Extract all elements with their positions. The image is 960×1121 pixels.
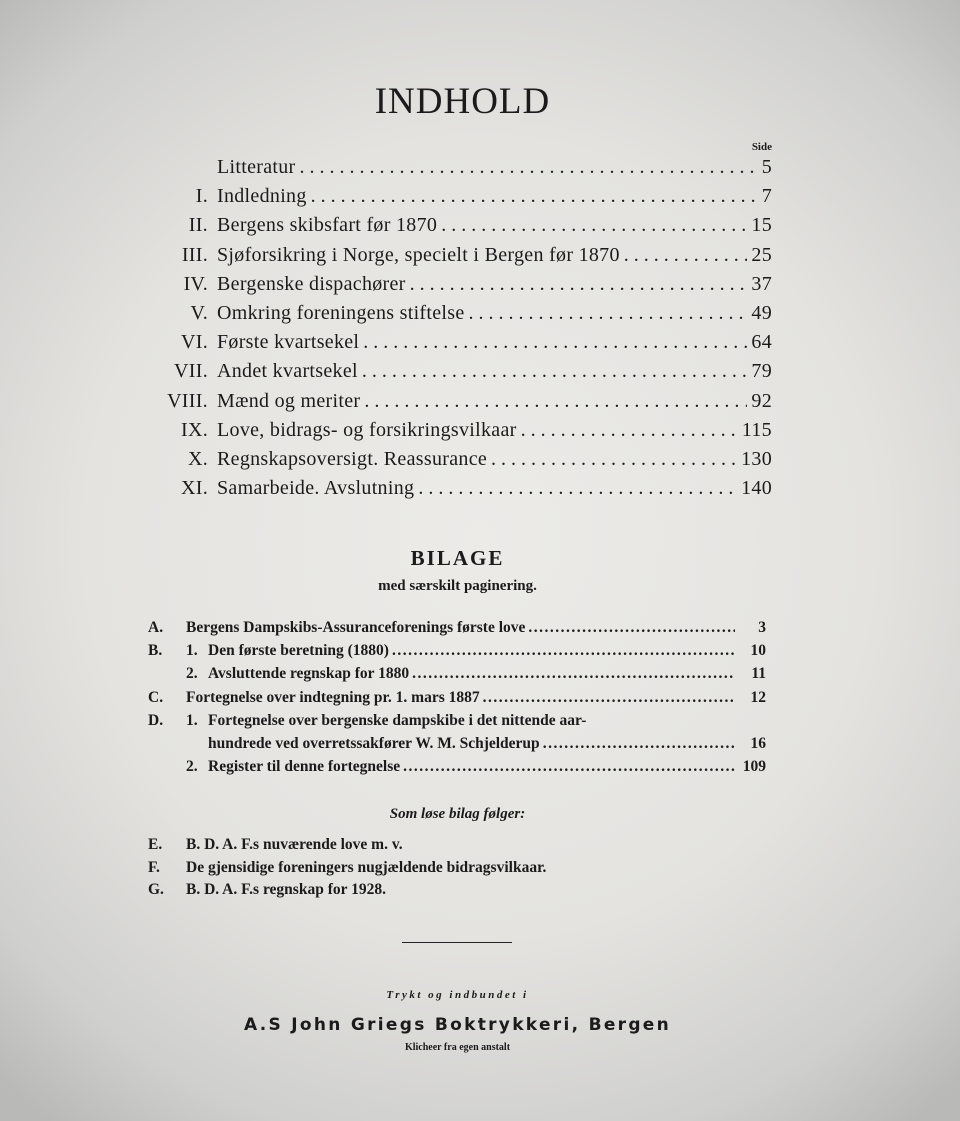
chapter-number: III. bbox=[181, 243, 208, 266]
appendix-title: Den første beretning (1880) bbox=[208, 642, 389, 660]
leader-dots bbox=[483, 689, 735, 707]
page-number: 109 bbox=[742, 758, 766, 776]
toc-entry bbox=[150, 360, 772, 389]
appendix-letter: B. bbox=[148, 642, 163, 660]
toc-entry bbox=[150, 302, 772, 331]
appendix-subnumber: 1. bbox=[186, 711, 198, 729]
appendix-letter: A. bbox=[148, 619, 164, 636]
chapter-number: IX. bbox=[180, 418, 208, 441]
toc-entry bbox=[150, 273, 772, 302]
chapter-title: Sjøforsikring i Norge, specielt i Bergen før 1870 bbox=[217, 243, 620, 266]
appendix-entry bbox=[148, 689, 766, 712]
page-number: 79 bbox=[751, 360, 772, 383]
appendix-entry bbox=[148, 619, 766, 642]
leader-dots bbox=[624, 244, 748, 267]
chapter-title: Bergens skibsfart før 1870 bbox=[217, 214, 438, 237]
chapter-number: VIII. bbox=[167, 389, 208, 412]
appendix-title: De gjensidige foreningers nugjældende bidragsvilkaar. bbox=[186, 858, 547, 876]
toc-entry bbox=[150, 244, 772, 273]
loose-appendix-entry bbox=[148, 836, 546, 859]
chapter-number: IV. bbox=[183, 272, 208, 295]
page-number: 49 bbox=[751, 301, 772, 324]
page-number: 10 bbox=[750, 642, 766, 660]
page-number: 3 bbox=[758, 619, 766, 636]
appendix-list bbox=[148, 619, 766, 781]
loose-appendix-entry bbox=[148, 859, 546, 882]
chapter-title: Samarbeide. Avslutning bbox=[217, 477, 415, 500]
toc-entry bbox=[150, 390, 772, 419]
appendix-subnumber: 2. bbox=[186, 665, 198, 683]
appendix-title: Register til denne fortegnelse bbox=[208, 758, 401, 776]
chapter-title: Andet kvartsekel bbox=[217, 360, 358, 383]
appendix-entry bbox=[148, 642, 766, 665]
chapter-number: VII. bbox=[174, 360, 208, 383]
page-number: 64 bbox=[751, 331, 772, 354]
divider bbox=[402, 942, 512, 943]
appendix-title: Avsluttende regnskap for 1880 bbox=[208, 665, 410, 683]
appendix-letter: D. bbox=[148, 711, 164, 729]
page-title: INDHOLD bbox=[374, 81, 551, 122]
leader-dots bbox=[418, 477, 737, 500]
chapter-number: VI. bbox=[180, 331, 208, 354]
toc-entry bbox=[150, 156, 772, 185]
appendix-entry bbox=[148, 758, 766, 781]
leader-dots bbox=[491, 448, 737, 471]
appendix-title: Bergens Dampskibs-Assuranceforenings første love bbox=[186, 619, 526, 636]
chapter-number: X. bbox=[187, 447, 208, 470]
page-number: 140 bbox=[741, 477, 772, 500]
chapter-title: Indledning bbox=[217, 185, 307, 208]
appendix-letter: F. bbox=[148, 858, 160, 876]
page-number: 130 bbox=[741, 447, 772, 470]
toc-entry bbox=[150, 185, 772, 214]
page-number: 15 bbox=[751, 214, 772, 237]
toc-entry bbox=[150, 448, 772, 477]
leader-dots bbox=[392, 642, 735, 660]
leader-dots bbox=[403, 758, 735, 776]
appendix-letter: E. bbox=[148, 836, 163, 853]
page-number: 92 bbox=[751, 389, 772, 412]
leader-dots bbox=[300, 156, 758, 179]
chapter-title: Bergenske dispachører bbox=[217, 272, 406, 295]
leader-dots bbox=[311, 185, 758, 208]
appendix-entry bbox=[148, 665, 766, 688]
page-number: 11 bbox=[751, 665, 766, 683]
loose-appendix-entry bbox=[148, 881, 546, 904]
chapter-title: Litteratur bbox=[217, 156, 296, 178]
appendix-heading: BILAGE bbox=[410, 546, 505, 570]
chapter-number: XI. bbox=[180, 477, 208, 500]
toc-entry bbox=[150, 419, 772, 448]
toc-entry bbox=[150, 331, 772, 360]
chapter-title: Love, bidrags- og forsikringsvilkaar bbox=[217, 418, 517, 441]
leader-dots bbox=[362, 360, 748, 383]
colophon-line-3: Klicheer fra egen anstalt bbox=[404, 1042, 511, 1053]
page-number: 16 bbox=[750, 734, 766, 752]
leader-dots bbox=[469, 302, 748, 325]
appendix-subnumber: 1. bbox=[186, 642, 198, 660]
colophon-printer: A.S John Griegs Boktrykkeri, Bergen bbox=[243, 1015, 672, 1035]
appendix-title: B. D. A. F.s regnskap for 1928. bbox=[186, 881, 386, 898]
colophon-line-1: Trykt og indbundet i bbox=[386, 989, 529, 1001]
chapter-title: Omkring foreningens stiftelse bbox=[217, 301, 465, 324]
toc-entry bbox=[150, 214, 772, 243]
leader-dots bbox=[543, 735, 735, 753]
page-column-label: Side bbox=[751, 141, 772, 153]
loose-appendix-list bbox=[148, 836, 546, 904]
appendix-title: hundrede ved overretssakfører W. M. Schjelderup bbox=[208, 734, 540, 752]
leader-dots bbox=[441, 214, 747, 237]
chapter-title: Mænd og meriter bbox=[217, 389, 361, 412]
chapter-title: Regnskapsoversigt. Reassurance bbox=[217, 447, 488, 470]
appendix-title: Fortegnelse over indtegning pr. 1. mars 1887 bbox=[186, 688, 480, 706]
chapter-number: I. bbox=[195, 185, 208, 208]
appendix-subnumber: 2. bbox=[186, 758, 198, 776]
leader-dots bbox=[528, 619, 735, 637]
appendix-title: Fortegnelse over bergenske dampskibe i det nittende aar- bbox=[208, 711, 587, 729]
leader-dots bbox=[363, 331, 747, 354]
page-number: 37 bbox=[751, 272, 772, 295]
loose-appendix-heading: Som løse bilag følger: bbox=[389, 806, 526, 822]
leader-dots bbox=[410, 273, 748, 296]
page-number: 12 bbox=[750, 688, 766, 706]
page-number: 25 bbox=[751, 243, 772, 266]
chapter-number: V. bbox=[190, 301, 208, 324]
table-of-contents bbox=[150, 156, 772, 506]
appendix-subheading: med særskilt paginering. bbox=[378, 578, 537, 594]
chapter-number: II. bbox=[188, 214, 208, 237]
toc-entry bbox=[150, 477, 772, 506]
appendix-letter: G. bbox=[148, 881, 164, 898]
appendix-entry bbox=[148, 735, 766, 758]
page-number: 115 bbox=[741, 418, 772, 441]
leader-dots bbox=[412, 665, 735, 683]
leader-dots bbox=[364, 390, 747, 413]
page-number: 5 bbox=[761, 156, 772, 178]
appendix-title: B. D. A. F.s nuværende love m. v. bbox=[186, 836, 403, 853]
appendix-entry bbox=[148, 712, 766, 735]
leader-dots bbox=[521, 419, 738, 442]
chapter-title: Første kvartsekel bbox=[217, 331, 360, 354]
page-number: 7 bbox=[761, 185, 772, 208]
appendix-letter: C. bbox=[148, 688, 164, 706]
